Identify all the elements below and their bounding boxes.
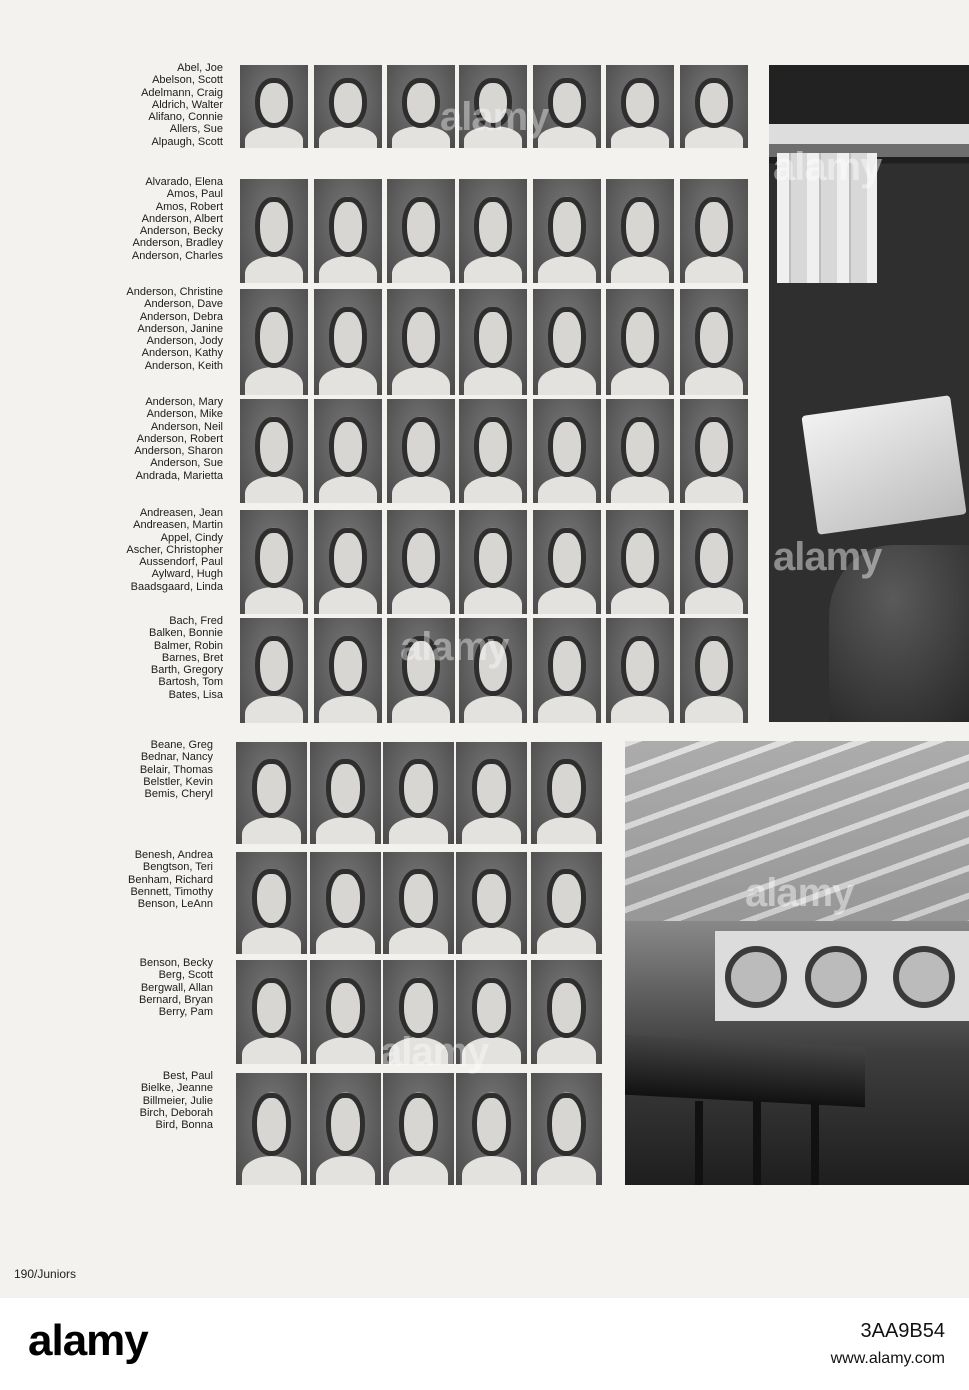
student-name: Anderson, Dave xyxy=(144,298,223,311)
portrait-face xyxy=(260,83,287,123)
portrait-shoulders xyxy=(392,367,449,395)
student-name: Bernard, Bryan xyxy=(139,993,213,1006)
alamy-logo: alamy xyxy=(28,1316,148,1365)
portrait-shoulders xyxy=(464,696,521,723)
student-name: Barth, Gregory xyxy=(150,664,223,677)
candid-photo-lounge xyxy=(625,741,969,1185)
portrait-shoulders xyxy=(537,1156,597,1185)
portrait-face xyxy=(479,202,506,252)
student-name: Best, Paul xyxy=(162,1070,213,1082)
table-legs xyxy=(645,1101,855,1185)
watermark-text: alamy xyxy=(773,145,882,189)
student-name: Bartosh, Tom xyxy=(158,676,223,689)
student-portrait xyxy=(459,289,527,395)
student-portrait xyxy=(533,618,601,723)
portrait-face xyxy=(626,533,653,583)
portrait-face xyxy=(334,533,361,583)
student-name: Bielke, Jeanne xyxy=(140,1082,213,1095)
portrait-face xyxy=(700,202,727,252)
student-portrait xyxy=(680,399,748,503)
portrait-face xyxy=(407,312,434,363)
student-portrait xyxy=(387,510,455,614)
portrait-face xyxy=(477,874,505,923)
portrait-face xyxy=(700,533,727,583)
student-portrait xyxy=(680,510,748,614)
portrait-shoulders xyxy=(538,696,595,723)
portrait-shoulders xyxy=(464,476,521,503)
portrait-face xyxy=(626,202,653,252)
wall-circle-decor xyxy=(893,946,955,1008)
watermark-text: alamy xyxy=(380,1030,489,1074)
portrait-shoulders xyxy=(316,1037,376,1064)
portrait-face xyxy=(260,641,287,691)
student-name: Belstler, Kevin xyxy=(143,775,213,788)
portrait-face xyxy=(553,83,580,123)
portrait-shoulders xyxy=(392,587,449,614)
student-portrait xyxy=(531,960,602,1064)
name-list-row xyxy=(128,849,213,910)
portrait-face xyxy=(404,764,432,813)
student-portrait xyxy=(236,852,307,954)
student-name: Barnes, Bret xyxy=(161,651,223,664)
student-portrait xyxy=(240,510,308,614)
student-portrait xyxy=(236,742,307,844)
portrait-face xyxy=(407,422,434,472)
portrait-shoulders xyxy=(685,126,742,148)
student-name: Benson, Becky xyxy=(139,957,213,969)
portrait-face xyxy=(334,83,361,123)
student-portrait xyxy=(459,399,527,503)
name-list-row xyxy=(149,615,223,701)
portrait-face xyxy=(626,83,653,123)
student-portrait xyxy=(314,179,382,283)
portrait-face xyxy=(257,764,285,813)
student-name: Berg, Scott xyxy=(158,969,213,982)
watermark-text: alamy xyxy=(440,95,549,139)
student-portrait xyxy=(680,179,748,283)
student-portrait xyxy=(459,179,527,283)
portrait-shoulders xyxy=(611,476,668,503)
student-name: Anderson, Robert xyxy=(136,432,223,445)
student-name: Bach, Fred xyxy=(169,615,223,627)
name-list-row xyxy=(126,507,223,593)
portrait-shoulders xyxy=(389,1156,449,1185)
student-name: Andrada, Marietta xyxy=(135,469,223,482)
name-list-row xyxy=(140,739,213,800)
student-portrait xyxy=(459,510,527,614)
student-name: Anderson, Debra xyxy=(139,310,223,323)
portrait-shoulders xyxy=(462,927,522,954)
student-name: Berry, Pam xyxy=(158,1006,213,1019)
portrait-shoulders xyxy=(611,367,668,395)
portrait-shoulders xyxy=(538,476,595,503)
portrait-shoulders xyxy=(537,1037,597,1064)
portrait-shoulders xyxy=(245,696,302,723)
portrait-face xyxy=(553,641,580,691)
portrait-shoulders xyxy=(537,817,597,844)
portrait-face xyxy=(700,83,727,123)
student-portrait xyxy=(236,960,307,1064)
student-name: Beane, Greg xyxy=(150,739,213,751)
portrait-face xyxy=(260,202,287,252)
student-name: Anderson, Mary xyxy=(145,396,223,408)
student-name: Andreasen, Martin xyxy=(133,519,223,532)
student-portrait xyxy=(240,399,308,503)
student-name: Birch, Deborah xyxy=(139,1106,213,1119)
student-portrait xyxy=(606,510,674,614)
portrait-shoulders xyxy=(538,256,595,283)
student-name: Bennett, Timothy xyxy=(130,885,213,898)
student-portrait xyxy=(383,1073,454,1185)
student-name: Alifano, Connie xyxy=(148,111,223,124)
student-portrait xyxy=(680,289,748,395)
portrait-face xyxy=(626,312,653,363)
student-name: Bengtson, Teri xyxy=(142,861,213,874)
portrait-shoulders xyxy=(685,587,742,614)
student-portrait xyxy=(387,289,455,395)
student-name: Balmer, Robin xyxy=(153,639,223,652)
portrait-shoulders xyxy=(316,927,376,954)
student-portrait xyxy=(387,179,455,283)
student-name: Anderson, Kathy xyxy=(141,347,223,360)
portrait-shoulders xyxy=(538,367,595,395)
student-name: Amos, Paul xyxy=(166,188,223,201)
student-name: Anderson, Jody xyxy=(146,335,223,348)
portrait-face xyxy=(260,533,287,583)
portrait-face xyxy=(331,1098,359,1152)
student-portrait xyxy=(310,1073,381,1185)
portrait-shoulders xyxy=(242,817,302,844)
student-name: Benesh, Andrea xyxy=(134,849,213,861)
portrait-face xyxy=(404,1098,432,1152)
portrait-shoulders xyxy=(316,817,376,844)
student-portrait xyxy=(383,742,454,844)
student-name: Andreasen, Jean xyxy=(139,507,223,519)
portrait-shoulders xyxy=(464,367,521,395)
stock-footer xyxy=(0,1298,969,1390)
watermark-text: alamy xyxy=(400,625,509,669)
portrait-shoulders xyxy=(685,696,742,723)
student-portrait xyxy=(240,179,308,283)
student-portrait xyxy=(310,742,381,844)
student-name: Benson, LeAnn xyxy=(137,898,213,911)
student-portrait xyxy=(606,618,674,723)
student-portrait xyxy=(310,960,381,1064)
portrait-face xyxy=(407,533,434,583)
portrait-face xyxy=(479,533,506,583)
portrait-face xyxy=(552,874,580,923)
portrait-shoulders xyxy=(611,256,668,283)
portrait-shoulders xyxy=(392,696,449,723)
candid-photo-study xyxy=(769,65,969,722)
student-portrait xyxy=(240,618,308,723)
portrait-face xyxy=(407,202,434,252)
name-list-row xyxy=(140,1070,213,1131)
student-portrait xyxy=(240,65,308,148)
student-name: Appel, Cindy xyxy=(160,531,223,544)
student-name: Alpaugh, Scott xyxy=(151,135,223,148)
portrait-shoulders xyxy=(685,476,742,503)
portrait-face xyxy=(257,874,285,923)
student-name: Anderson, Keith xyxy=(144,359,223,372)
portrait-shoulders xyxy=(464,587,521,614)
portrait-face xyxy=(700,312,727,363)
portrait-shoulders xyxy=(319,587,376,614)
portrait-shoulders xyxy=(245,256,302,283)
student-name: Abel, Joe xyxy=(177,62,223,74)
portrait-face xyxy=(552,1098,580,1152)
portrait-face xyxy=(477,764,505,813)
student-name: Bednar, Nancy xyxy=(140,751,213,764)
portrait-face xyxy=(626,422,653,472)
portrait-shoulders xyxy=(462,817,522,844)
portrait-face xyxy=(331,983,359,1033)
student-portrait xyxy=(680,65,748,148)
student-portrait xyxy=(456,1073,527,1185)
portrait-shoulders xyxy=(242,1037,302,1064)
student-name: Belair, Thomas xyxy=(139,763,213,776)
portrait-face xyxy=(334,422,361,472)
student-name: Billmeier, Julie xyxy=(142,1094,213,1107)
student-portrait xyxy=(533,399,601,503)
student-portrait xyxy=(456,742,527,844)
portrait-face xyxy=(553,202,580,252)
portrait-shoulders xyxy=(537,927,597,954)
student-name: Anderson, Sue xyxy=(150,457,223,470)
student-name: Ascher, Christopher xyxy=(126,543,223,556)
portrait-shoulders xyxy=(611,126,668,148)
portrait-face xyxy=(552,764,580,813)
portrait-face xyxy=(626,641,653,691)
foosball-table xyxy=(625,1035,865,1108)
student-name: Bergwall, Allan xyxy=(140,981,213,994)
student-name: Anderson, Mike xyxy=(146,408,223,421)
student-name: Balken, Bonnie xyxy=(149,627,223,640)
portrait-shoulders xyxy=(242,1156,302,1185)
portrait-face xyxy=(260,312,287,363)
student-portrait xyxy=(236,1073,307,1185)
student-portrait xyxy=(531,742,602,844)
student-name: Bemis, Cheryl xyxy=(144,788,213,801)
student-portrait xyxy=(606,179,674,283)
student-name: Aldrich, Walter xyxy=(151,98,223,111)
student-portrait xyxy=(606,65,674,148)
watermark-text: alamy xyxy=(773,535,882,579)
student-portrait xyxy=(314,510,382,614)
portrait-shoulders xyxy=(245,367,302,395)
portrait-face xyxy=(553,422,580,472)
portrait-shoulders xyxy=(319,367,376,395)
portrait-shoulders xyxy=(538,587,595,614)
portrait-face xyxy=(479,422,506,472)
portrait-shoulders xyxy=(464,256,521,283)
student-name: Baadsgaard, Linda xyxy=(130,580,223,593)
portrait-shoulders xyxy=(319,256,376,283)
portrait-shoulders xyxy=(611,587,668,614)
student-portrait xyxy=(531,1073,602,1185)
student-name: Anderson, Christine xyxy=(126,286,223,298)
portrait-shoulders xyxy=(389,817,449,844)
portrait-shoulders xyxy=(611,696,668,723)
name-list-row xyxy=(126,286,223,372)
student-portrait xyxy=(314,65,382,148)
student-name: Anderson, Janine xyxy=(137,322,223,335)
portrait-shoulders xyxy=(316,1156,376,1185)
portrait-shoulders xyxy=(319,126,376,148)
student-portrait xyxy=(533,510,601,614)
name-list-row xyxy=(141,62,223,148)
portrait-face xyxy=(553,312,580,363)
student-portrait xyxy=(310,852,381,954)
student-name: Amos, Robert xyxy=(155,200,223,213)
portrait-shoulders xyxy=(392,476,449,503)
portrait-face xyxy=(331,874,359,923)
student-portrait xyxy=(606,289,674,395)
student-name: Anderson, Becky xyxy=(139,225,223,238)
portrait-shoulders xyxy=(389,927,449,954)
portrait-shoulders xyxy=(462,1156,522,1185)
page-number: 190/Juniors xyxy=(14,1267,77,1281)
student-portrait xyxy=(533,289,601,395)
student-name: Anderson, Neil xyxy=(150,420,223,433)
student-name: Aussendorf, Paul xyxy=(139,556,223,569)
student-name: Aylward, Hugh xyxy=(151,568,223,581)
student-portrait xyxy=(531,852,602,954)
student-name: Bates, Lisa xyxy=(168,688,223,701)
portrait-face xyxy=(477,983,505,1033)
portrait-face xyxy=(553,533,580,583)
student-portrait xyxy=(533,179,601,283)
wall-circle-decor xyxy=(725,946,787,1008)
portrait-face xyxy=(257,1098,285,1152)
student-name: Benham, Richard xyxy=(128,873,213,886)
student-portrait xyxy=(240,289,308,395)
watermark-text: alamy xyxy=(745,871,854,915)
student-portrait xyxy=(314,399,382,503)
portrait-face xyxy=(700,641,727,691)
name-list-row xyxy=(134,396,223,482)
student-name: Bird, Bonna xyxy=(155,1119,213,1132)
student-name: Allers, Sue xyxy=(169,123,223,136)
portrait-face xyxy=(260,422,287,472)
portrait-face xyxy=(257,983,285,1033)
portrait-shoulders xyxy=(392,256,449,283)
image-id: 3AA9B54 xyxy=(860,1320,945,1342)
portrait-face xyxy=(552,983,580,1033)
portrait-face xyxy=(407,83,434,123)
portrait-face xyxy=(700,422,727,472)
portrait-face xyxy=(331,764,359,813)
student-portrait xyxy=(680,618,748,723)
student-portrait xyxy=(387,399,455,503)
student-portrait xyxy=(314,618,382,723)
student-name: Alvarado, Elena xyxy=(145,176,223,188)
student-portrait xyxy=(383,852,454,954)
student-name: Anderson, Sharon xyxy=(134,445,223,458)
student-name: Anderson, Bradley xyxy=(132,237,223,250)
portrait-shoulders xyxy=(685,367,742,395)
name-list-row xyxy=(132,176,223,262)
student-name: Anderson, Albert xyxy=(141,212,223,225)
wall-circle-decor xyxy=(805,946,867,1008)
open-book xyxy=(801,395,966,535)
portrait-face xyxy=(334,312,361,363)
portrait-shoulders xyxy=(685,256,742,283)
portrait-face xyxy=(477,1098,505,1152)
student-name: Adelmann, Craig xyxy=(141,86,223,99)
portrait-face xyxy=(334,202,361,252)
student-name: Abelson, Scott xyxy=(152,74,223,87)
student-name: Anderson, Charles xyxy=(131,249,223,262)
portrait-shoulders xyxy=(245,587,302,614)
portrait-face xyxy=(404,874,432,923)
portrait-face xyxy=(404,983,432,1033)
student-portrait xyxy=(456,852,527,954)
student-portrait xyxy=(606,399,674,503)
portrait-shoulders xyxy=(245,476,302,503)
student-portrait xyxy=(314,289,382,395)
name-list-row xyxy=(139,957,213,1018)
portrait-shoulders xyxy=(319,476,376,503)
site-url: www.alamy.com xyxy=(830,1350,945,1367)
portrait-face xyxy=(479,312,506,363)
portrait-shoulders xyxy=(242,927,302,954)
portrait-face xyxy=(334,641,361,691)
portrait-shoulders xyxy=(245,126,302,148)
portrait-shoulders xyxy=(319,696,376,723)
